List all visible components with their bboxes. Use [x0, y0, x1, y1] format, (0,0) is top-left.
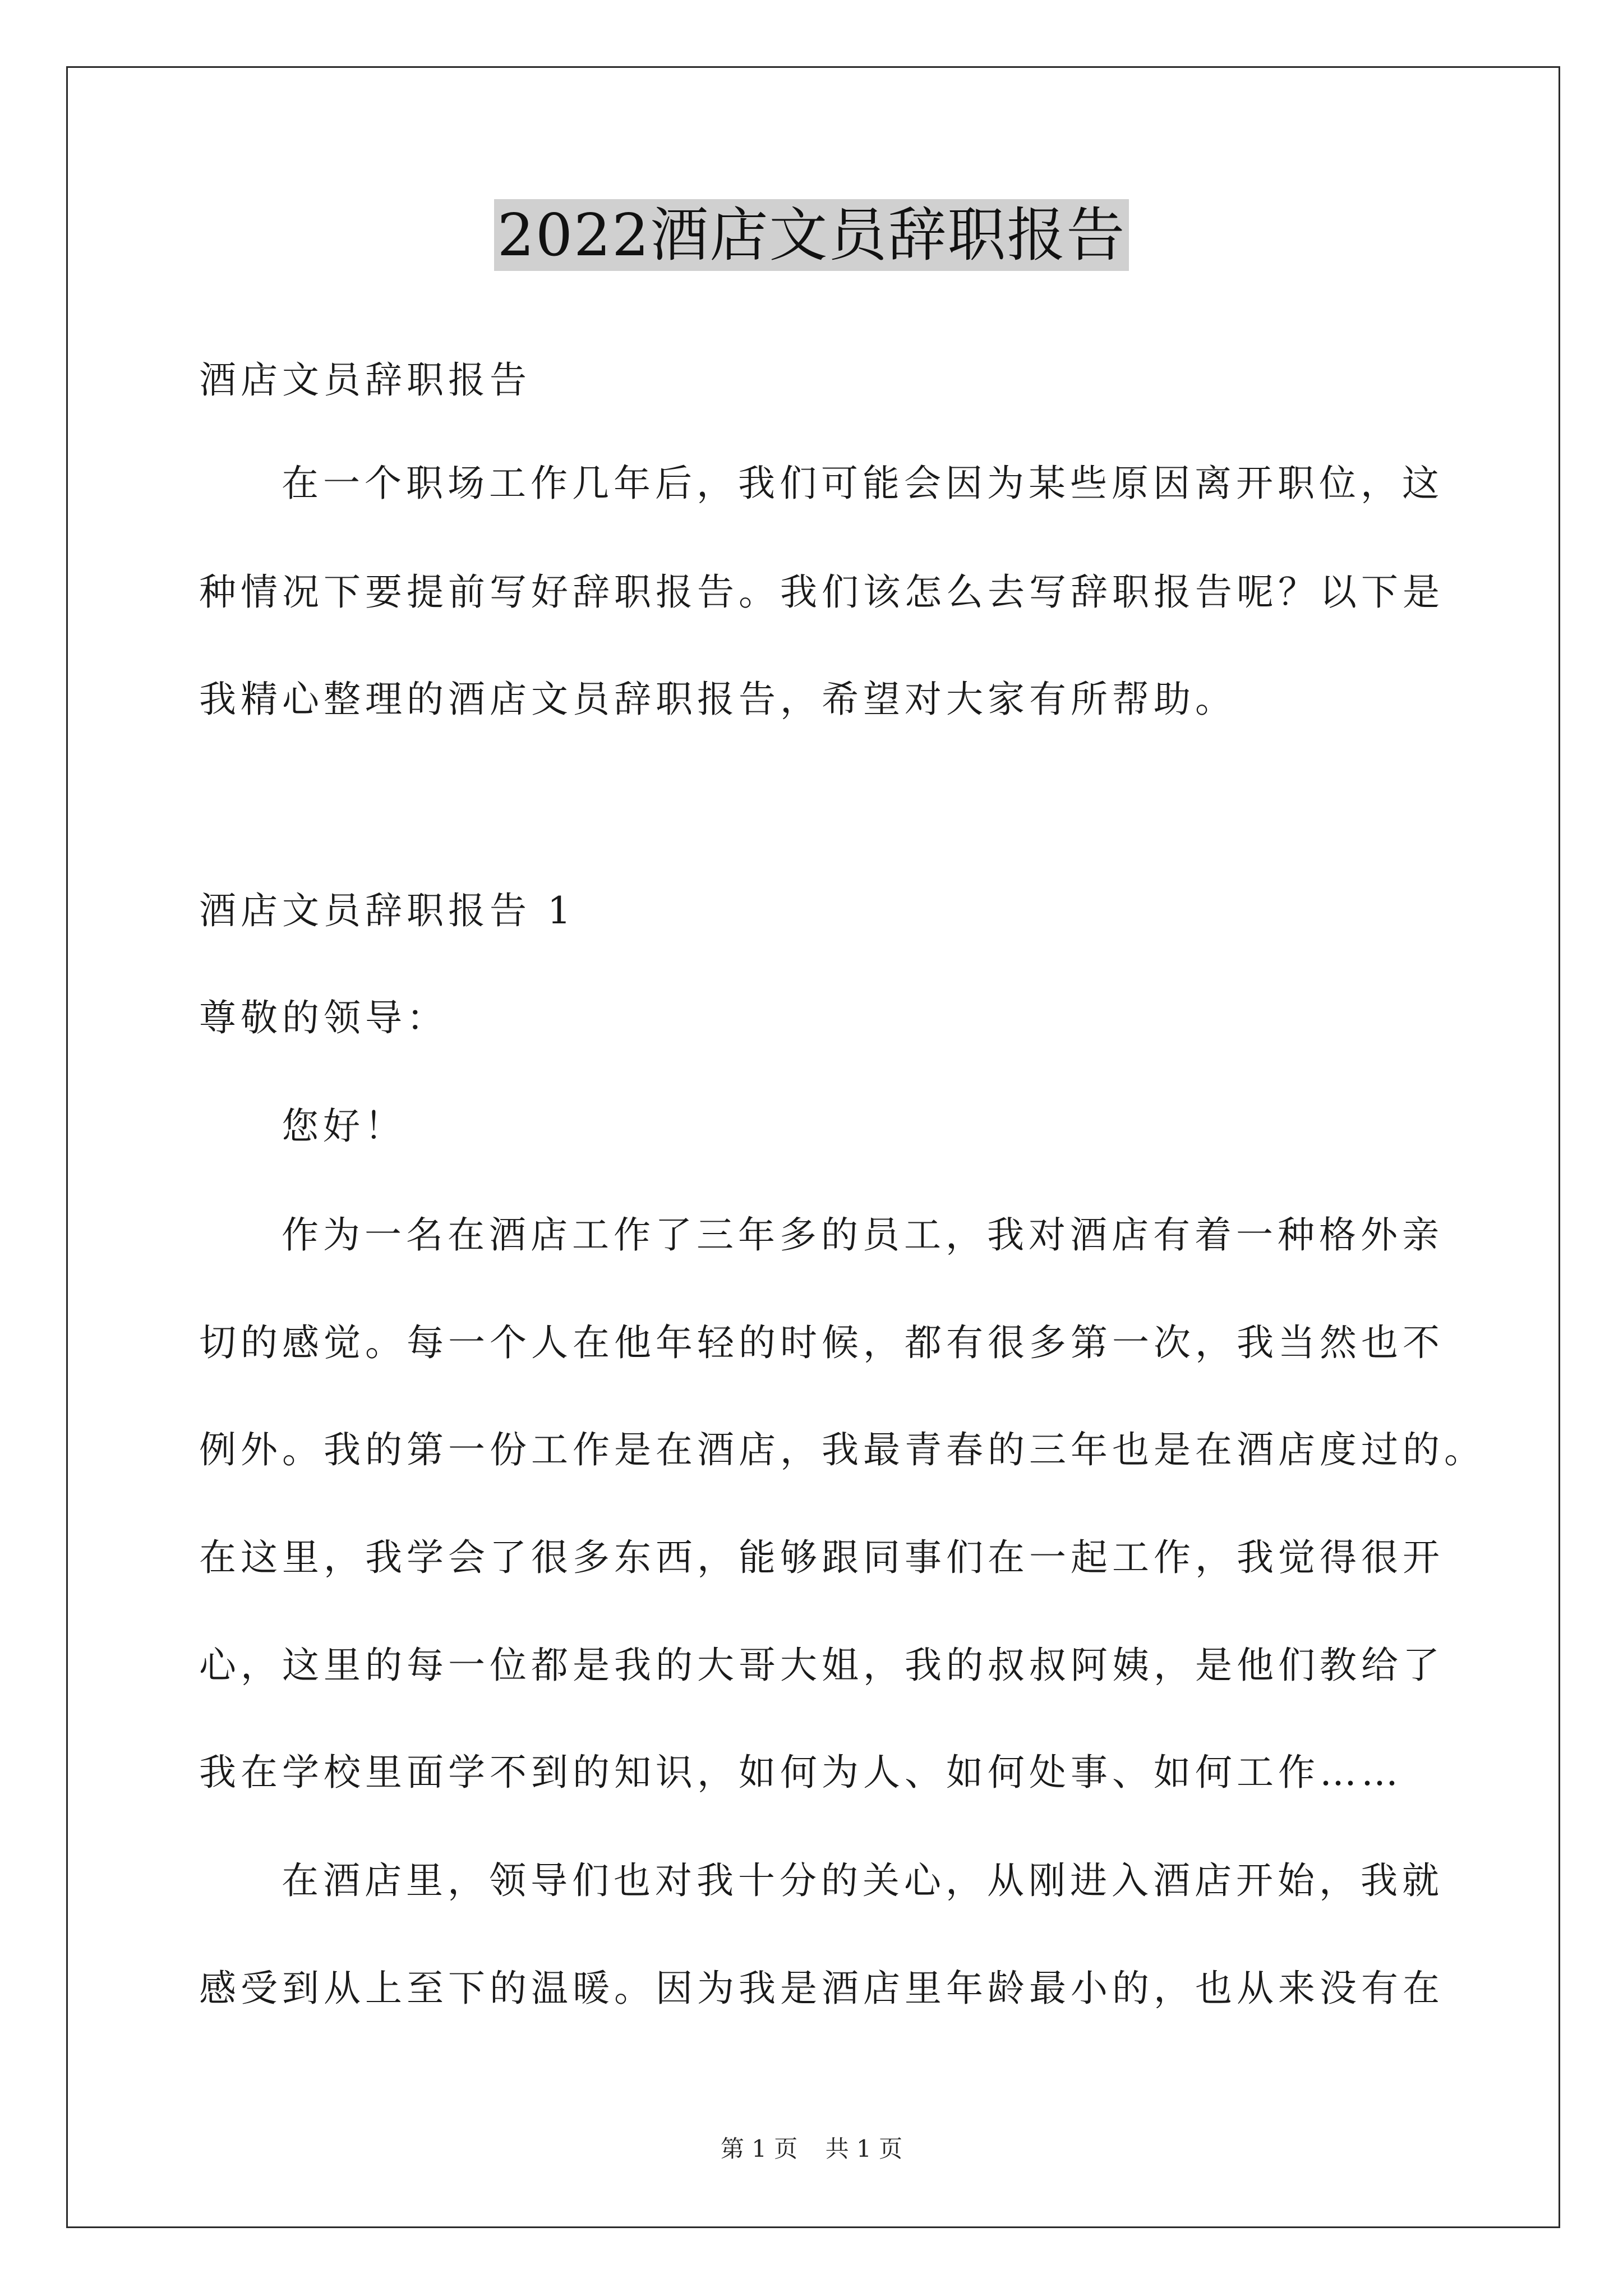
page-footer — [0, 2134, 1623, 2164]
document-subtitle: 酒店文员辞职报告 — [199, 358, 531, 402]
greeting: 您好！ — [282, 1105, 406, 1148]
paragraph1-line-4: 在这里，我学会了很多东西，能够跟同事们在一起工作，我觉得很开 — [199, 1536, 1444, 1579]
paragraph1-line-2: 切的感觉。每一个人在他年轻的时候，都有很多第一次，我当然也不 — [199, 1321, 1444, 1364]
page-number: 第 1 页 — [720, 2135, 798, 2162]
intro-line-3: 我精心整理的酒店文员辞职报告，希望对大家有所帮助。 — [199, 678, 1237, 721]
paragraph1-line-6: 我在学校里面学不到的知识，如何为人、如何处事、如何工作…… — [199, 1751, 1403, 1794]
paragraph1-line-5: 心，这里的每一位都是我的大哥大姐，我的叔叔阿姨，是他们教给了 — [199, 1644, 1444, 1687]
paragraph1-line-1: 作为一名在酒店工作了三年多的员工，我对酒店有着一种格外亲 — [282, 1213, 1444, 1257]
paragraph2-line-2: 感受到从上至下的温暖。因为我是酒店里年龄最小的，也从来没有在 — [199, 1967, 1444, 2010]
section-heading: 酒店文员辞职报告 1 — [199, 889, 575, 932]
paragraph2-line-1: 在酒店里，领导们也对我十分的关心，从刚进入酒店开始，我就 — [282, 1859, 1444, 1902]
title-container — [0, 199, 1623, 271]
intro-line-1: 在一个职场工作几年后，我们可能会因为某些原因离开职位，这 — [282, 462, 1444, 505]
paragraph1-line-3: 例外。我的第一份工作是在酒店，我最青春的三年也是在酒店度过的。 — [199, 1428, 1486, 1471]
page-total: 共 1 页 — [825, 2135, 903, 2162]
salutation: 尊敬的领导： — [199, 996, 448, 1039]
document-title: 2022酒店文员辞职报告 — [494, 199, 1129, 271]
intro-line-2: 种情况下要提前写好辞职报告。我们该怎么去写辞职报告呢？以下是 — [199, 570, 1444, 614]
